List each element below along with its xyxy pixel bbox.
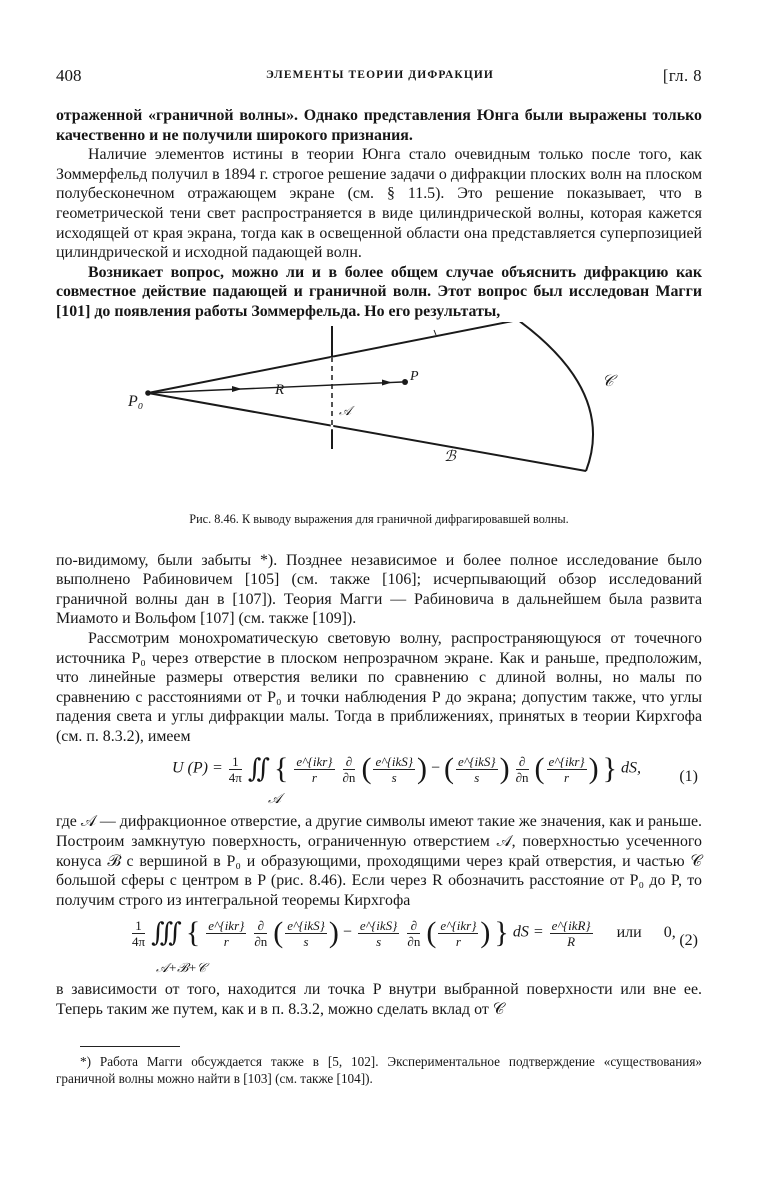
eq2-or: или [616,924,642,942]
eq1-double-integral: ∬ [247,754,270,784]
label-R: R [275,381,285,398]
paragraph-2: Наличие элементов истины в теории Юнга стало очевидным только после того, как Зоммерфельд получил в 1894 г. строгое решение задачи о дифракции плоских волн на плоском полубесконечном отражающем экране (см. § 11.5). Это решение показывает, что в геометрической тени свет распространяется в виде цилиндрической волны, которая кажется исходящей от края экрана, тогда как в освещенной области она представляется суперпозицией цилиндрической и исходной падающей волн. [56,146,702,262]
eq1-coef: $\frac{1}{4\pi}$ [228,753,242,785]
running-header [56,66,702,90]
r-arrow-2 [382,379,392,385]
paragraph-5: Рассмотрим монохроматическую световую волну, распространяющуюся от точечного источника P₀ через отверстие в плоском непрозрачном экране. Как и раньше, предположим, что линейные размеры отверстия велики по сравнению с длиной волны, но малы по сравнению с расстояниями от P₀ и точки наблюдения P до экрана; допустим также, что углы падения света и углы дифракции малы. Тогда в приближениях, принятых в теории Кирхгофа (см. п. 8.3.2), имеем [56,629,702,745]
page-number: 408 [56,66,82,85]
eq2-rhs: $\frac{\text{e\textasciicircum{}\{ikR\}}}{R}$ [551,917,591,949]
eq2-domain: 𝒜+ℬ+𝒞 [156,960,207,976]
r-arrow-1 [232,386,242,392]
eq2-zero: 0, [663,924,676,942]
footnote: *) Работа Магги обсуждается также в [5, 102]. Экспериментальное подтверждение «существования» граничной волны можно найти в [103] (см. также [104]). [56,1053,702,1086]
eq1-dS: dS, [621,760,641,778]
eq2-dS: dS = [512,924,544,942]
paragraph-4: по-видимому, были забыты *). Позднее независимое и более полное исследование было выполнено Рабиновичем [105] (см. также [106]; исчерпывающий обзор исследований граничной волны дан в [107]). Теория Магги — Рабиновича в дальнейшем была развита Миамото и Вольфом [107] (см. также [109]). [56,551,702,628]
diffraction-diagram [56,322,702,507]
figure-caption: Рис. 8.46. К выводу выражения для граничной дифрагировавшей волны. [189,511,569,526]
cone-lower-line [148,393,586,471]
label-P: P [410,368,419,384]
paragraph-3: Возникает вопрос, можно ли и в более общем случае объяснить дифракцию как совместное действие падающей и граничной волн. Этот вопрос был исследован Магги [101] до появления работы Зоммерфельда. Но его результаты, [56,263,702,320]
paragraph-7: в зависимости от того, находится ли точка P внутри выбранной поверхности или вне ее. Теперь таким же путем, как и в п. 8.3.2, можно сделать вклад от 𝒞 [56,981,702,1019]
label-A: 𝒜 [339,402,352,418]
eq2-coef: $\frac{1}{4\pi}$ [132,917,146,949]
equation-2: $\frac{1}{4\pi}$ ∭ { $\frac{\text{e\textasciicircum{}\{ikr\}}}{r}$ $\frac{\partial}{\partial n}$ ( $\frac{\text{e\textasciicircum{}\{ikS\}}}{s}$ ) − $\frac{\text{e\textasciicircum{}\{ikS\}}}{s}$ $\frac{\partial}{\partial n}$ ( $\frac{\text{e\textasciicircum{}\{ikr\}}}{r}$ ) } dS = $\frac{\text{e\textasciicircum{}\{ikR\}}}{R}$ или 0, 𝒜+ℬ+𝒞 (2) [132,916,698,976]
book-page [56,66,702,1087]
eq1-number: (1) [679,768,698,786]
eq2-number: (2) [679,932,698,950]
point-P [402,379,408,385]
eq1-lhs: U (P) = [172,760,223,778]
eq1-domain: 𝒜 [268,792,282,808]
eq2-triple-integral: ∭ [151,918,182,948]
chapter-marker: [гл. 8 [662,66,702,85]
figure-8-46 [56,322,702,507]
paragraph-6: где 𝒜 — дифракционное отверстие, а другие символы имеют такие же значения, как и раньше. Построим замкнутую поверхность, ограниченную отверстием 𝒜, поверхностью усеченного конуса ℬ с вершиной в P₀ и образующими, проходящими через край отверстия, и частью 𝒞 большой сферы с центром в P (рис. 8.46). Если через R обозначить расстояние от P₀ до P, то получим строго из интегральной теоремы Кирхгофа [56,813,702,909]
equation-1: U (P) = $\frac{1}{4\pi}$ ∬ { $\frac{\text{e\textasciicircum{}\{ikr\}}}{r}$ $\frac{\partial}{\partial n}$ ( $\frac{\text{e\textasciicircum{}\{ikS\}}}{s}$ ) − ( $\frac{\text{e\textasciicircum{}\{ikS\}}}{s}$ ) $\frac{\partial}{\partial n}$ ( $\frac{\text{e\textasciicircum{}\{ikr\}}}{r}$ ) } dS, 𝒜 (1) [172,752,698,808]
paragraph-1: отраженной «граничной волны». Однако представления Юнга были выражены только качественно и не получили широкого признания. [56,107,702,144]
label-C: 𝒞 [602,372,614,390]
running-title: ЭЛЕМЕНТЫ ТЕОРИИ ДИФРАКЦИИ [266,69,494,81]
sphere-arc [518,322,593,471]
label-P0: P₀ [128,392,144,410]
label-B: ℬ [444,448,456,465]
point-P0 [145,390,151,396]
footnote-rule [80,1046,180,1047]
